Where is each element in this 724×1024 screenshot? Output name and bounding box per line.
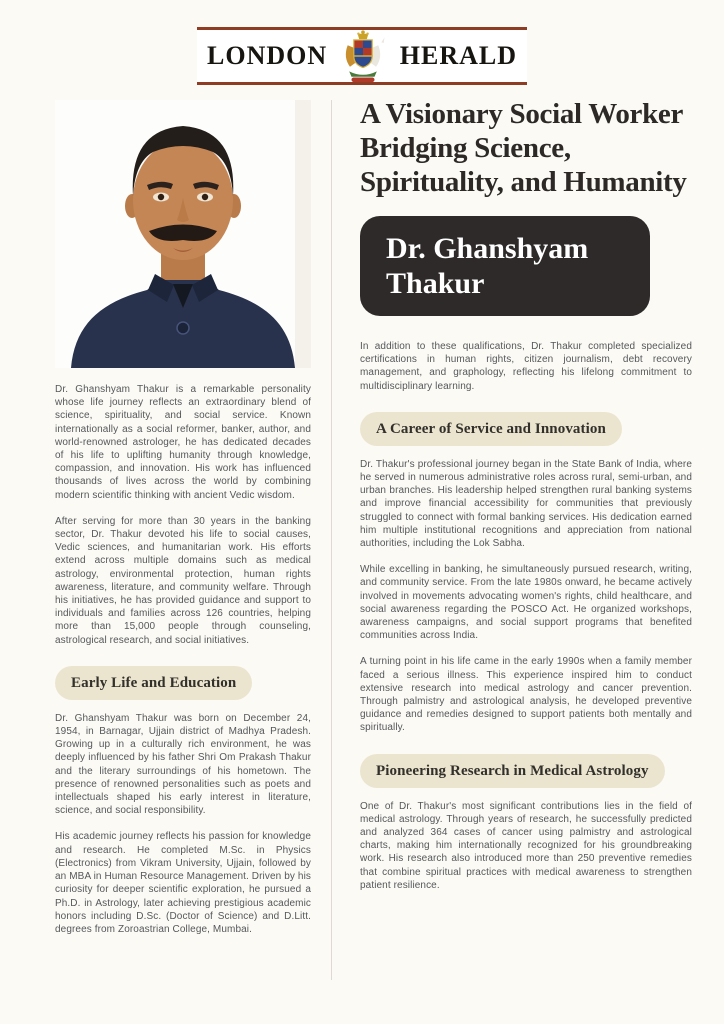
coat-of-arms-icon bbox=[340, 28, 386, 84]
article-headline: A Visionary Social Worker Bridging Science, Spirituality, and Humanity bbox=[360, 98, 687, 198]
section-heading-label: Early Life and Education bbox=[71, 674, 237, 691]
paragraph-early-life-2: His academic journey reflects his passion for knowledge and research. He completed M.Sc. in Physics (Electronics) from Vikram University, Ujjain, followed by an MBA in Human Resource Management. Driven by his curiosity for deeper scientific exploration, he pursued a Ph.D. in Astrology, later achieving prestigious academic honors including D.Sc. (Doctor of Science) and D.Litt. degrees from Zoroastrian College, Mumbai. bbox=[55, 831, 311, 935]
portrait-photo bbox=[55, 100, 311, 368]
masthead-row bbox=[197, 30, 527, 82]
paragraph-qualifications: In addition to these qualifications, Dr. Thakur completed specialized certifications in human rights, citizen journalism, debt recovery management, and graphology, reflecting his lifelong commitment to multidisciplinary learning. bbox=[360, 341, 692, 392]
paragraph-early-life-1: Dr. Ghanshyam Thakur was born on December 24, 1954, in Barnagar, Ujjain district of Madhya Pradesh. Growing up in a culturally rich environment, he was deeply influenced by his father Shri Om Prakash Thakur and the literary surroundings of his hometown. The presence of renowned personalities such as poets and intellectuals shaped his early interest in literature, science, and social responsibility. bbox=[55, 712, 311, 817]
paragraph-career-1: Dr. Thakur's professional journey began in the State Bank of India, where he served in numerous administrative roles across rural, semi-urban, and urban branches. His leadership helped strengthen rural banking systems and improve financial accessibility for communities that previously struggled to connect with formal banking services. His dedication earned him multiple institutional recognitions and appreciation from national authorities, including the Lok Sabha. bbox=[360, 458, 692, 550]
section-heading-early-life bbox=[55, 666, 252, 700]
masthead bbox=[197, 27, 527, 85]
column-divider bbox=[331, 100, 332, 980]
paragraph-career-2: While excelling in banking, he simultaneously pursued research, writing, and community service. From the late 1980s onward, he became actively involved in movements advocating women's rights, child healthcare, and social awareness regarding the POSCO Act. He organized workshops, awareness campaigns, and social support programs that benefited communities across India. bbox=[360, 564, 692, 642]
masthead-title-left: LONDON bbox=[207, 41, 328, 70]
paragraph-career-3: A turning point in his life came in the early 1990s when a family member faced a serious illness. This experience inspired him to conduct extensive research into medical astrology and cancer prevention. Through palmistry and astrological analysis, he developed preventive guidance and remedies designed to support patients both mentally and spiritually. bbox=[360, 656, 692, 734]
left-column bbox=[55, 100, 311, 949]
paragraph-intro-2: After serving for more than 30 years in the banking sector, Dr. Thakur devoted his life to social causes, Vedic sciences, and humanitarian work. His efforts extend across multiple domains such as medical astrology, environmental protection, human rights awareness, literature, and community welfare. Through his initiatives, he has provided guidance and support to individuals and families across 126 countries, helping more than 15,000 people through counseling, astrological research, and social initiatives. bbox=[55, 515, 311, 646]
section-heading-research bbox=[360, 754, 665, 788]
section-heading-label: A Career of Service and Innovation bbox=[376, 420, 606, 437]
section-heading-career bbox=[360, 412, 622, 446]
name-box-text: Dr. Ghanshyam Thakur bbox=[386, 232, 589, 300]
right-column bbox=[360, 97, 692, 905]
section-heading-label: Pioneering Research in Medical Astrology bbox=[376, 762, 649, 779]
paragraph-intro-1: Dr. Ghanshyam Thakur is a remarkable personality whose life journey reflects an extraordinary blend of science, spirituality, and social service. Known internationally as a social reformer, banker, author, and world-renowned astrologer, he has dedicated decades of his life to uplifting humanity through knowledge, compassion, and innovation. His work has influenced thousands of lives across the world by combining modern scientific thinking with ancient Vedic wisdom. bbox=[55, 384, 311, 501]
masthead-title-right: HERALD bbox=[399, 41, 517, 70]
name-box bbox=[360, 216, 650, 316]
paragraph-research-1: One of Dr. Thakur's most significant contributions lies in the field of medical astrology. Through years of research, he successfully predicted and analyzed 364 cases of cancer using palmistry and astrological charts, making him internationally recognized for his groundbreaking work. His research also introduced more than 250 preventive remedies that combine spiritual practices with medical awareness to strengthen patient resilience. bbox=[360, 800, 692, 891]
